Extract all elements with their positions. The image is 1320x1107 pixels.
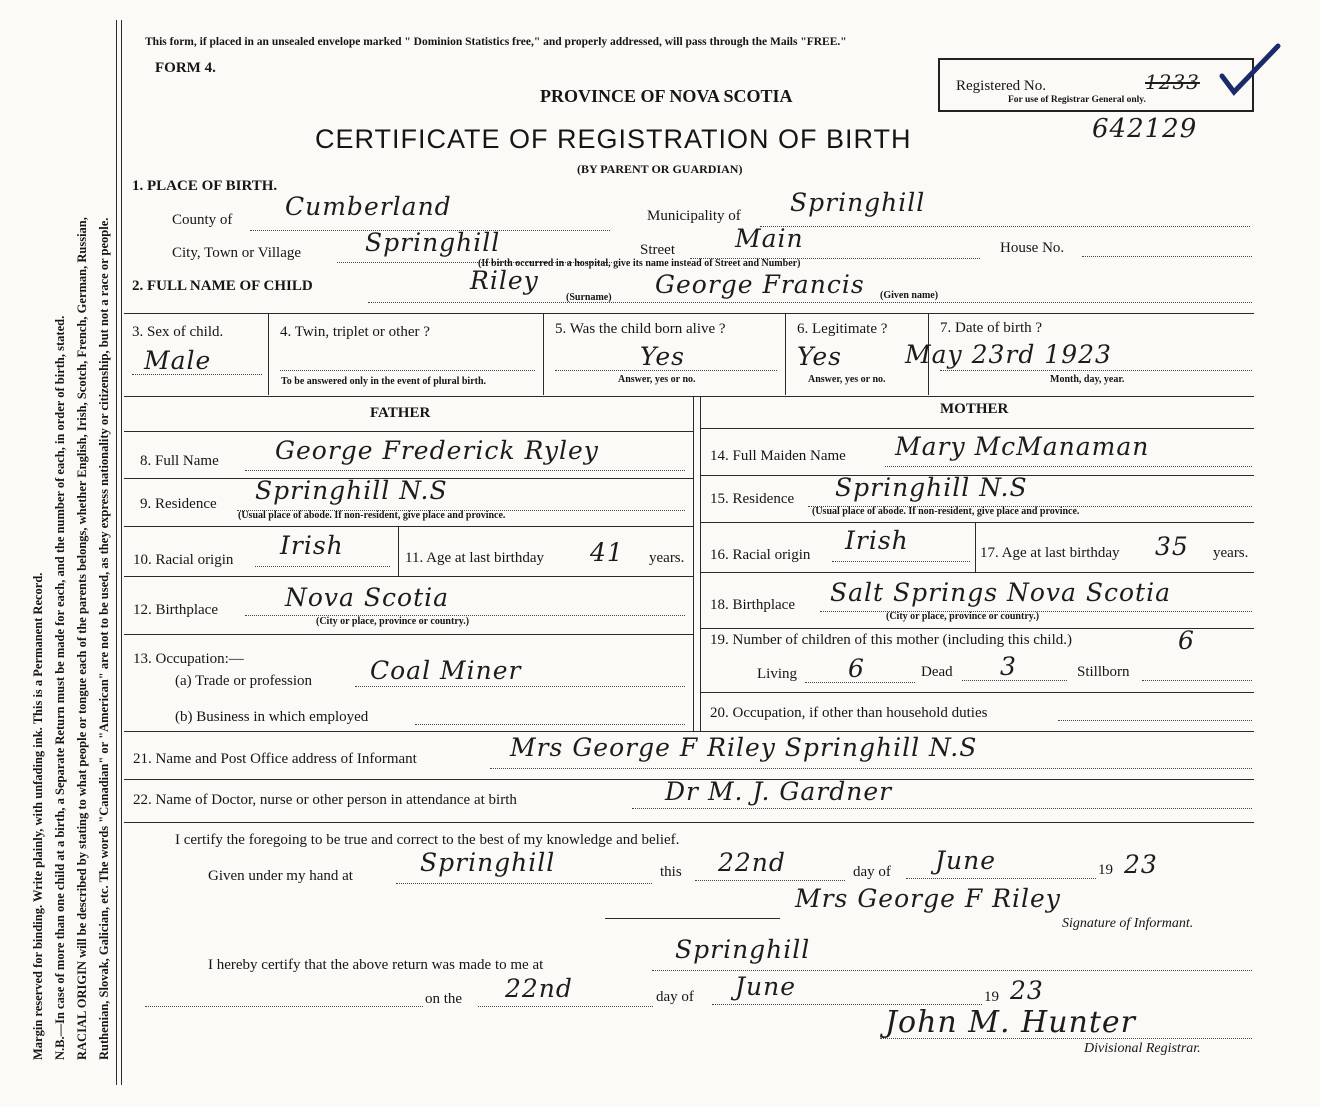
stillborn-label: Stillborn: [1077, 664, 1130, 680]
father-years: years.: [649, 550, 685, 566]
mother-age-label: 17. Age at last birthday: [980, 545, 1120, 561]
given-day-of-label: day of: [853, 864, 891, 880]
informant-signature: Mrs George F Riley: [795, 884, 1061, 913]
street-value: Main: [735, 224, 804, 253]
mother-name-value: Mary McManaman: [895, 432, 1150, 461]
registered-note: For use of Registrar General only.: [1008, 95, 1146, 105]
dob-label: 7. Date of birth ?: [940, 320, 1043, 336]
given-month-value: June: [935, 846, 997, 875]
margin-note-binding: Margin reserved for binding. Write plainly, with unfading ink. This is a Permanent Record.: [31, 572, 45, 1060]
occupation-label: 13. Occupation:—: [133, 651, 244, 667]
certificate-number: 642129: [1092, 114, 1198, 144]
margin-notes: [28, 0, 118, 1080]
registrar-year-value: 23: [1010, 976, 1044, 1005]
place-of-birth-label: 1. PLACE OF BIRTH.: [132, 178, 278, 194]
registrar-day-of-label: day of: [656, 989, 694, 1005]
mother-birthplace-note: (City or place, province or country.): [886, 611, 1040, 622]
house-number-label: House No.: [1000, 240, 1065, 256]
twin-label: 4. Twin, triplet or other ?: [280, 324, 430, 340]
business-label: (b) Business in which employed: [175, 709, 369, 725]
registrar-statement: I hereby certify that the above return was made to me at: [208, 957, 544, 973]
registrar-signature: John M. Hunter: [885, 1005, 1137, 1040]
father-age-label: 11. Age at last birthday: [405, 550, 544, 566]
living-label: Living: [757, 666, 797, 682]
margin-border: [116, 20, 117, 1085]
mother-birthplace-value: Salt Springs Nova Scotia: [830, 578, 1172, 607]
sex-label: 3. Sex of child.: [132, 324, 224, 340]
registrar-month-value: June: [735, 972, 797, 1001]
page-title: CERTIFICATE OF REGISTRATION OF BIRTH: [315, 124, 912, 154]
children-count-label: 19. Number of children of this mother (including this child.): [710, 632, 1073, 648]
father-residence-label: 9. Residence: [140, 496, 217, 512]
legitimate-label: 6. Legitimate ?: [797, 321, 888, 337]
certification-statement: I certify the foregoing to be true and correct to the best of my knowledge and belief.: [175, 832, 680, 848]
child-surname: Riley: [470, 266, 539, 295]
doctor-label: 22. Name of Doctor, nurse or other person in attendance at birth: [133, 792, 517, 808]
informant-signature-label: Signature of Informant.: [1062, 916, 1194, 931]
registered-number-box: [938, 58, 1254, 112]
mother-residence-value: Springhill N.S: [835, 473, 1028, 502]
father-age-value: 41: [590, 538, 624, 567]
given-under-label: Given under my hand at: [208, 868, 353, 884]
father-race-label: 10. Racial origin: [133, 552, 234, 568]
mother-heading: MOTHER: [940, 401, 1009, 417]
hospital-note: (If birth occurred in a hospital, give its name instead of Street and Number): [478, 258, 801, 269]
registrar-signature-label: Divisional Registrar.: [1084, 1041, 1201, 1056]
registrar-on-the-label: on the: [425, 991, 463, 1007]
mother-race-value: Irish: [845, 526, 909, 555]
father-heading: FATHER: [370, 405, 431, 421]
child-given-name: George Francis: [655, 270, 865, 299]
father-name-label: 8. Full Name: [140, 453, 219, 469]
trade-value: Coal Miner: [370, 656, 522, 685]
city-label: City, Town or Village: [172, 245, 302, 261]
informant-label: 21. Name and Post Office address of Informant: [133, 751, 417, 767]
mother-residence-label: 15. Residence: [710, 491, 795, 507]
street-label: Street: [640, 242, 675, 258]
sex-value: Male: [144, 346, 212, 375]
municipality-label: Municipality of: [647, 208, 741, 224]
father-residence-value: Springhill N.S: [255, 476, 448, 505]
father-birthplace-label: 12. Birthplace: [133, 602, 218, 618]
mail-notice: This form, if placed in an unsealed envelope marked " Dominion Statistics free," and properly addressed, will pass through the Mails "FREE.": [145, 36, 847, 48]
registered-value: 1233: [1145, 70, 1200, 94]
registrar-place-value: Springhill: [675, 935, 811, 964]
born-alive-note: Answer, yes or no.: [618, 374, 696, 385]
given-year-value: 23: [1124, 850, 1158, 879]
living-value: 6: [848, 654, 865, 683]
given-day-value: 22nd: [718, 848, 786, 877]
given-name-label: (Given name): [880, 290, 939, 301]
registered-label: Registered No.: [956, 78, 1046, 94]
informant-value: Mrs George F Riley Springhill N.S: [510, 733, 978, 762]
mother-name-label: 14. Full Maiden Name: [710, 448, 846, 464]
mother-birthplace-label: 18. Birthplace: [710, 597, 795, 613]
margin-border-inner: [121, 20, 122, 1085]
father-birthplace-value: Nova Scotia: [285, 583, 450, 612]
dead-label: Dead: [921, 664, 953, 680]
legitimate-note: Answer, yes or no.: [808, 374, 886, 385]
form-number: FORM 4.: [155, 60, 216, 76]
dob-note: Month, day, year.: [1050, 374, 1125, 385]
trade-label: (a) Trade or profession: [175, 673, 313, 689]
doctor-value: Dr M. J. Gardner: [665, 777, 893, 806]
given-this-label: this: [660, 864, 682, 880]
county-label: County of: [172, 212, 233, 228]
child-name-label: 2. FULL NAME OF CHILD: [132, 278, 313, 294]
surname-label: (Surname): [566, 292, 612, 303]
father-birthplace-note: (City or place, province or country.): [316, 616, 470, 627]
given-year-prefix: 19: [1098, 862, 1113, 878]
municipality-value: Springhill: [790, 188, 926, 217]
legitimate-value: Yes: [797, 342, 842, 371]
children-count-value: 6: [1178, 626, 1195, 655]
province-heading: PROVINCE OF NOVA SCOTIA: [540, 86, 793, 106]
margin-note-multiple-birth: N.B.—In case of more than one child at a birth, a Separate Return must be made for each, and the number of each, in order of birth, stated.: [53, 315, 67, 1060]
dead-value: 3: [1000, 652, 1017, 681]
margin-note-racial-origin: RACIAL ORIGIN will be described by stating to what people or tongue each of the parents belongs, whether English, Irish, Scotch, French, German, Russian,: [75, 217, 89, 1060]
father-residence-note: (Usual place of abode. If non-resident, give place and province.: [238, 510, 506, 521]
twin-note: To be answered only in the event of plural birth.: [281, 376, 487, 387]
mother-race-label: 16. Racial origin: [710, 547, 811, 563]
mother-years: years.: [1213, 545, 1249, 561]
city-value: Springhill: [365, 228, 501, 257]
registrar-day-value: 22nd: [505, 974, 573, 1003]
mother-residence-note: (Usual place of abode. If non-resident, give place and province.: [812, 506, 1080, 517]
county-value: Cumberland: [285, 192, 452, 221]
page-subtitle: (BY PARENT OR GUARDIAN): [577, 162, 743, 176]
dob-value: May 23rd 1923: [905, 340, 1112, 369]
mother-age-value: 35: [1155, 532, 1189, 561]
born-alive-value: Yes: [640, 342, 685, 371]
checkmark-icon: [1216, 40, 1286, 100]
given-place-value: Springhill: [420, 848, 556, 877]
registrar-year-prefix: 19: [984, 989, 999, 1005]
father-race-value: Irish: [280, 531, 344, 560]
margin-note-nationality: Ruthenian, Slovak, Galician, etc. The words "Canadian" or "American" are not to be used, as they express nationality or citizenship, but not a race or people.: [97, 217, 111, 1060]
father-name-value: George Frederick Ryley: [275, 436, 599, 465]
born-alive-label: 5. Was the child born alive ?: [555, 321, 726, 337]
mother-occupation-label: 20. Occupation, if other than household duties: [710, 705, 988, 721]
